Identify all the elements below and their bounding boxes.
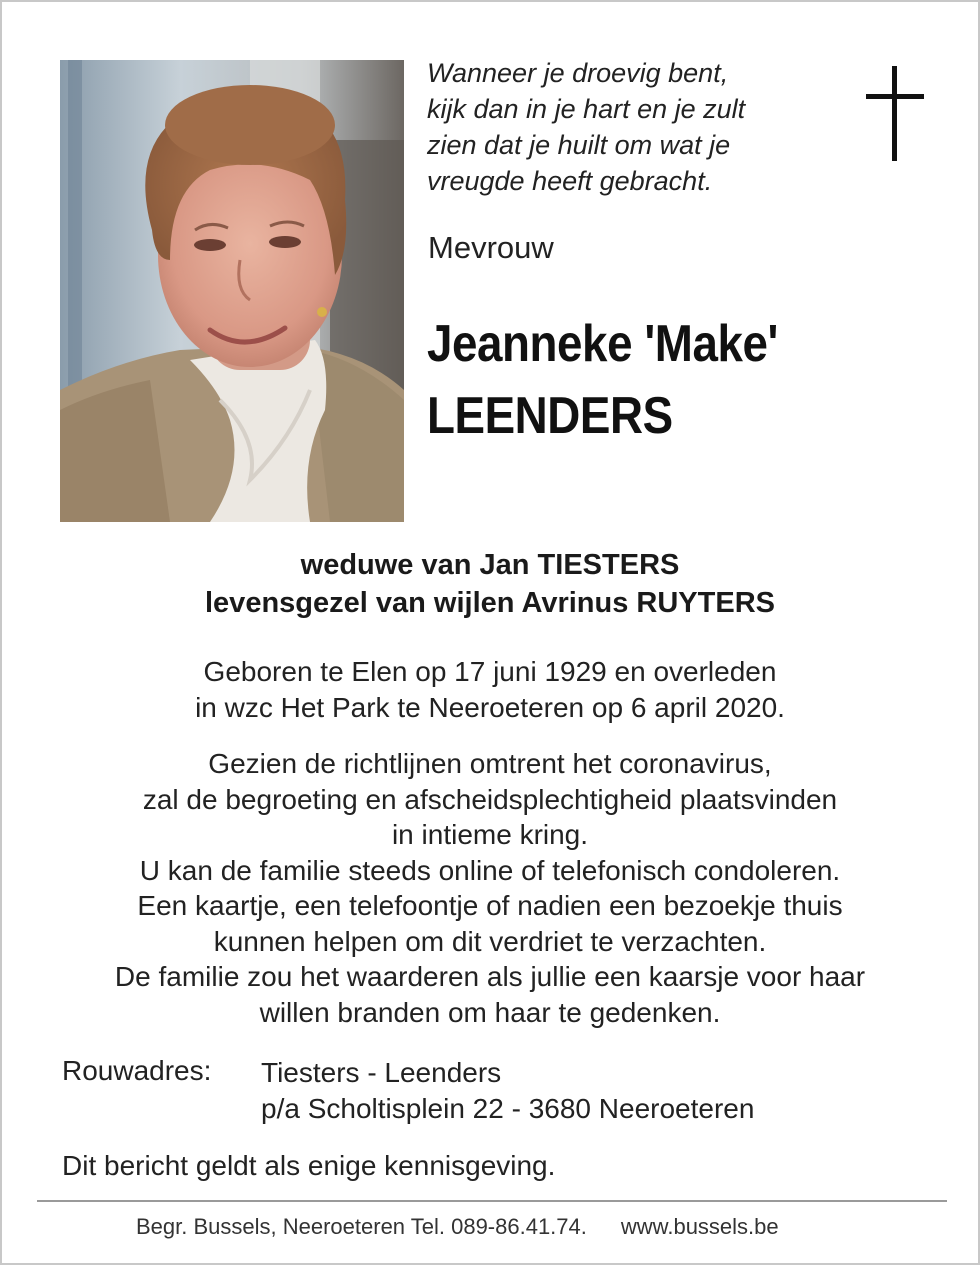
relations [2, 546, 978, 622]
birth-death-line: in wzc Het Park te Neeroeteren op 6 april 2020. [195, 692, 785, 723]
closing-statement: Dit bericht geldt als enige kennisgeving. [62, 1150, 556, 1181]
divider [37, 1200, 947, 1202]
relation-line: weduwe van Jan TIESTERS [300, 549, 680, 581]
birth-death-info [2, 654, 978, 726]
footer [136, 1214, 779, 1240]
honorific: Mevrouw [428, 230, 554, 265]
memorial-quote [427, 55, 745, 199]
notice-line: De familie zou het waarderen als jullie een kaarsje voor haar [114, 961, 866, 992]
mourning-address [261, 1055, 754, 1127]
cross-icon [866, 66, 924, 161]
quote-line: Wanneer je droevig bent, [427, 58, 729, 88]
deceased-first-name: Jeanneke 'Make' [427, 315, 778, 373]
relation-line: levensgezel van wijlen Avrinus RUYTERS [205, 587, 775, 619]
notice-line: zal de begroeting en afscheidsplechtigheid plaatsvinden [142, 783, 838, 815]
corona-notice [2, 746, 978, 1030]
quote-line: zien dat je huilt om wat je [427, 130, 731, 160]
deceased-last-name: LEENDERS [427, 387, 673, 445]
birth-death-line: Geboren te Elen op 17 juni 1929 en overleden [203, 656, 777, 687]
quote-line: kijk dan in je hart en je zult [427, 94, 746, 124]
portrait-illustration [60, 60, 404, 522]
deceased-name [427, 308, 778, 452]
notice-line: kunnen helpen om dit verdriet te verzachten. [213, 925, 767, 957]
notice-line: U kan de familie steeds online of telefonisch condoleren. [139, 854, 841, 886]
notice-line: Een kaartje, een telefoontje of nadien een bezoekje thuis [137, 890, 843, 921]
quote-line: vreugde heeft gebracht. [427, 166, 713, 196]
notice-line: in intieme kring. [391, 819, 589, 850]
notice-line: willen branden om haar te gedenken. [259, 996, 721, 1028]
undertaker-info: Begr. Bussels, Neeroeteren Tel. 089-86.41.74. [136, 1214, 587, 1239]
mourning-address-line: p/a Scholtisplein 22 - 3680 Neeroeteren [261, 1093, 755, 1124]
website-link[interactable]: www.bussels.be [620, 1214, 779, 1239]
mourning-address-line: Tiesters - Leenders [261, 1057, 502, 1088]
notice-line: Gezien de richtlijnen omtrent het coronavirus, [208, 748, 772, 779]
portrait-photo [60, 60, 404, 522]
mourning-address-label: Rouwadres: [62, 1055, 212, 1086]
